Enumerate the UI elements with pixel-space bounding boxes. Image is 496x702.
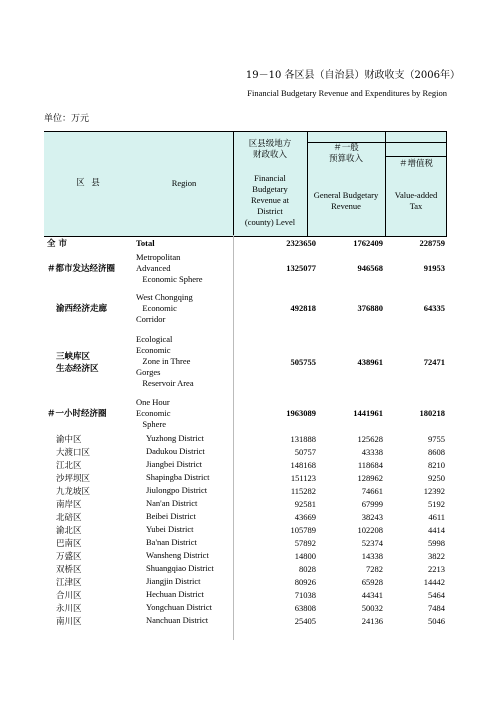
column-divider [233, 235, 234, 640]
cell-vat: 5192 [428, 498, 445, 509]
region-line: Jiangbei District [146, 459, 202, 469]
region-line: Jiulongpo District [146, 485, 208, 495]
data-table [44, 131, 447, 627]
table-title: 19－10 各区县（自治县）财政收支（2006年） [245, 70, 460, 81]
table-row [44, 536, 447, 549]
cell-local-revenue: 131888 [290, 433, 316, 444]
cell-general-revenue: 52374 [361, 537, 383, 548]
header-county: 区 县 [76, 178, 102, 188]
cell-region [136, 589, 233, 600]
cell-local-revenue: 57892 [294, 537, 316, 548]
header-general-cn: ＃一般 预算收入 [328, 143, 363, 164]
region-line: Wansheng District [146, 550, 209, 560]
cell-region [136, 397, 233, 430]
cell-county: 渝中区 [56, 434, 82, 445]
region-line: Nanchuan District [146, 615, 209, 625]
cell-local-revenue: 63808 [294, 602, 316, 613]
cell-general-revenue: 118684 [357, 459, 383, 470]
table-row [44, 562, 447, 575]
cell-vat: 12392 [423, 485, 445, 496]
region-line: Jiangjin District [146, 576, 201, 586]
cell-general-revenue: 1441961 [353, 408, 383, 418]
header-general-en: General Budgetary Revenue [313, 190, 379, 211]
cell-general-revenue: 1762409 [353, 238, 383, 248]
header-local-cn: 区县级地方 财政收入 [248, 139, 292, 160]
cell-general-revenue: 376880 [357, 303, 383, 313]
cell-vat: 4611 [428, 511, 445, 522]
cell-general-revenue: 44341 [361, 589, 383, 600]
cell-general-revenue: 102208 [357, 524, 383, 535]
cell-general-revenue: 24136 [361, 615, 383, 626]
cell-local-revenue: 8028 [299, 563, 316, 574]
region-line: Reservoir Area [136, 378, 194, 388]
header-divider [385, 132, 386, 236]
cell-region [136, 238, 233, 249]
header-divider [385, 156, 447, 157]
cell-county: 江津区 [56, 577, 82, 588]
cell-vat: 7484 [428, 602, 445, 613]
region-line: Yubei District [146, 524, 194, 534]
cell-region [136, 472, 233, 483]
table-row [44, 523, 447, 536]
table-row [44, 432, 447, 445]
table-row [44, 471, 447, 484]
cell-local-revenue: 25405 [294, 615, 316, 626]
table-row [44, 287, 447, 329]
cell-vat: 4414 [428, 524, 445, 535]
region-line: Shuangqiao District [146, 563, 214, 573]
table-row [44, 601, 447, 614]
table-row [44, 575, 447, 588]
cell-local-revenue: 148168 [290, 459, 316, 470]
cell-vat: 14442 [423, 576, 445, 587]
cell-vat: 9755 [428, 433, 445, 444]
cell-county: 合川区 [56, 590, 82, 601]
cell-general-revenue: 946568 [357, 263, 383, 273]
cell-local-revenue: 43669 [294, 511, 316, 522]
region-line: Sphere [136, 418, 166, 429]
table-row [44, 237, 447, 249]
cell-county: 渝北区 [56, 525, 82, 536]
cell-vat: 91953 [423, 263, 445, 273]
cell-local-revenue: 1325077 [286, 263, 316, 273]
cell-general-revenue: 38243 [361, 511, 383, 522]
region-line: Beibei District [146, 511, 196, 521]
cell-county: 江北区 [56, 460, 82, 471]
cell-region [136, 524, 233, 535]
cell-local-revenue: 50757 [294, 446, 316, 457]
table-body [44, 237, 447, 627]
cell-local-revenue: 80926 [294, 576, 316, 587]
region-line: Total [136, 237, 155, 248]
cell-vat: 64335 [423, 303, 445, 313]
cell-general-revenue: 128962 [357, 472, 383, 483]
cell-vat: 3822 [428, 550, 445, 561]
table-row [44, 458, 447, 471]
cell-county: 大渡口区 [56, 447, 91, 458]
table-row [44, 484, 447, 497]
cell-local-revenue: 505755 [290, 356, 316, 367]
table-row [44, 497, 447, 510]
cell-general-revenue: 43338 [361, 446, 383, 457]
region-line: Yongchuan District [146, 602, 212, 612]
cell-vat: 8210 [428, 459, 445, 470]
cell-region [136, 576, 233, 587]
table-row [44, 249, 447, 287]
cell-local-revenue: 105789 [290, 524, 316, 535]
region-line: Metropolitan [136, 251, 181, 262]
table-row [44, 510, 447, 523]
cell-vat: 8608 [428, 446, 445, 457]
region-line: Economic Sphere [136, 273, 203, 284]
table-row [44, 549, 447, 562]
cell-local-revenue: 2323650 [286, 238, 316, 248]
cell-region [136, 550, 233, 561]
cell-county: 双桥区 [56, 564, 82, 575]
cell-county: 九龙坡区 [56, 486, 91, 497]
cell-local-revenue: 71038 [294, 589, 316, 600]
region-line: West Chongqing [136, 291, 193, 302]
cell-vat: 72471 [423, 356, 445, 367]
cell-general-revenue: 50032 [361, 602, 383, 613]
region-line: Nan'an District [146, 498, 198, 508]
cell-county: 北碚区 [56, 512, 82, 523]
header-vat-en: Value-added Tax [394, 190, 438, 211]
cell-county: 巴南区 [56, 538, 82, 549]
cell-county: ＃都市发达经济圈 [47, 264, 116, 274]
header-divider [446, 132, 447, 236]
cell-county: 万盛区 [56, 551, 82, 562]
region-line: Economic [136, 407, 171, 418]
cell-county: ＃一小时经济圈 [47, 409, 107, 419]
table-row [44, 588, 447, 601]
region-line: Corridor [136, 313, 166, 324]
cell-general-revenue: 125628 [357, 433, 383, 444]
cell-local-revenue: 92581 [294, 498, 316, 509]
cell-local-revenue: 492818 [290, 303, 316, 313]
table-row [44, 329, 447, 394]
cell-general-revenue: 438961 [357, 356, 383, 367]
cell-region [136, 498, 233, 509]
cell-vat: 2213 [428, 563, 445, 574]
table-row [44, 445, 447, 458]
cell-general-revenue: 65928 [361, 576, 383, 587]
cell-region [136, 563, 233, 574]
cell-general-revenue: 74661 [361, 485, 383, 496]
region-line: Economic [136, 302, 177, 313]
table-subtitle: Financial Budgetary Revenue and Expenditures by Region [247, 88, 447, 98]
cell-region [136, 252, 233, 285]
table-header [44, 131, 447, 237]
cell-region [136, 292, 233, 325]
unit-label: 单位：万元 [44, 114, 90, 124]
region-line: Shapingba District [146, 472, 210, 482]
table-row [44, 614, 447, 627]
region-line: Advanced [136, 262, 171, 273]
cell-county: 南岸区 [56, 499, 82, 510]
cell-vat: 180218 [419, 408, 445, 418]
cell-general-revenue: 67999 [361, 498, 383, 509]
region-line: Ecological [136, 334, 173, 344]
cell-local-revenue: 115282 [290, 485, 316, 496]
cell-county: 三峡库区 生态经济区 [56, 351, 99, 374]
cell-county: 沙坪坝区 [56, 473, 91, 484]
region-line: Yuzhong District [146, 433, 204, 443]
cell-region [136, 602, 233, 613]
header-local-en: Financial Budgetary Revenue at District (county) Level [244, 173, 296, 227]
cell-local-revenue: 1963089 [286, 408, 316, 418]
region-line: Hechuan District [146, 589, 204, 599]
cell-region [136, 537, 233, 548]
cell-region [136, 446, 233, 457]
region-line: Gorges [136, 367, 161, 377]
cell-local-revenue: 151123 [290, 472, 316, 483]
cell-region [136, 334, 233, 389]
cell-local-revenue: 14800 [294, 550, 316, 561]
cell-vat: 9250 [428, 472, 445, 483]
cell-county: 永川区 [56, 603, 82, 614]
cell-vat: 228759 [419, 238, 445, 248]
region-line: One Hour [136, 396, 170, 407]
region-line: Ba'nan District [146, 537, 197, 547]
region-line: Economic [136, 345, 171, 355]
cell-vat: 5464 [428, 589, 445, 600]
cell-county: 渝西经济走廊 [56, 304, 108, 314]
cell-general-revenue: 7282 [366, 563, 383, 574]
region-line: Dadukou District [146, 446, 205, 456]
table-row [44, 394, 447, 432]
cell-region [136, 615, 233, 626]
cell-vat: 5046 [428, 615, 445, 626]
region-line: Zone in Three [136, 356, 191, 366]
header-vat-cn: ＃增值税 [398, 159, 433, 169]
cell-region [136, 485, 233, 496]
cell-region [136, 433, 233, 444]
cell-region [136, 459, 233, 470]
cell-region [136, 511, 233, 522]
cell-vat: 5998 [428, 537, 445, 548]
cell-county: 南川区 [56, 616, 82, 627]
header-region: Region [171, 178, 197, 188]
cell-general-revenue: 14338 [361, 550, 383, 561]
cell-county: 全 市 [47, 239, 67, 249]
